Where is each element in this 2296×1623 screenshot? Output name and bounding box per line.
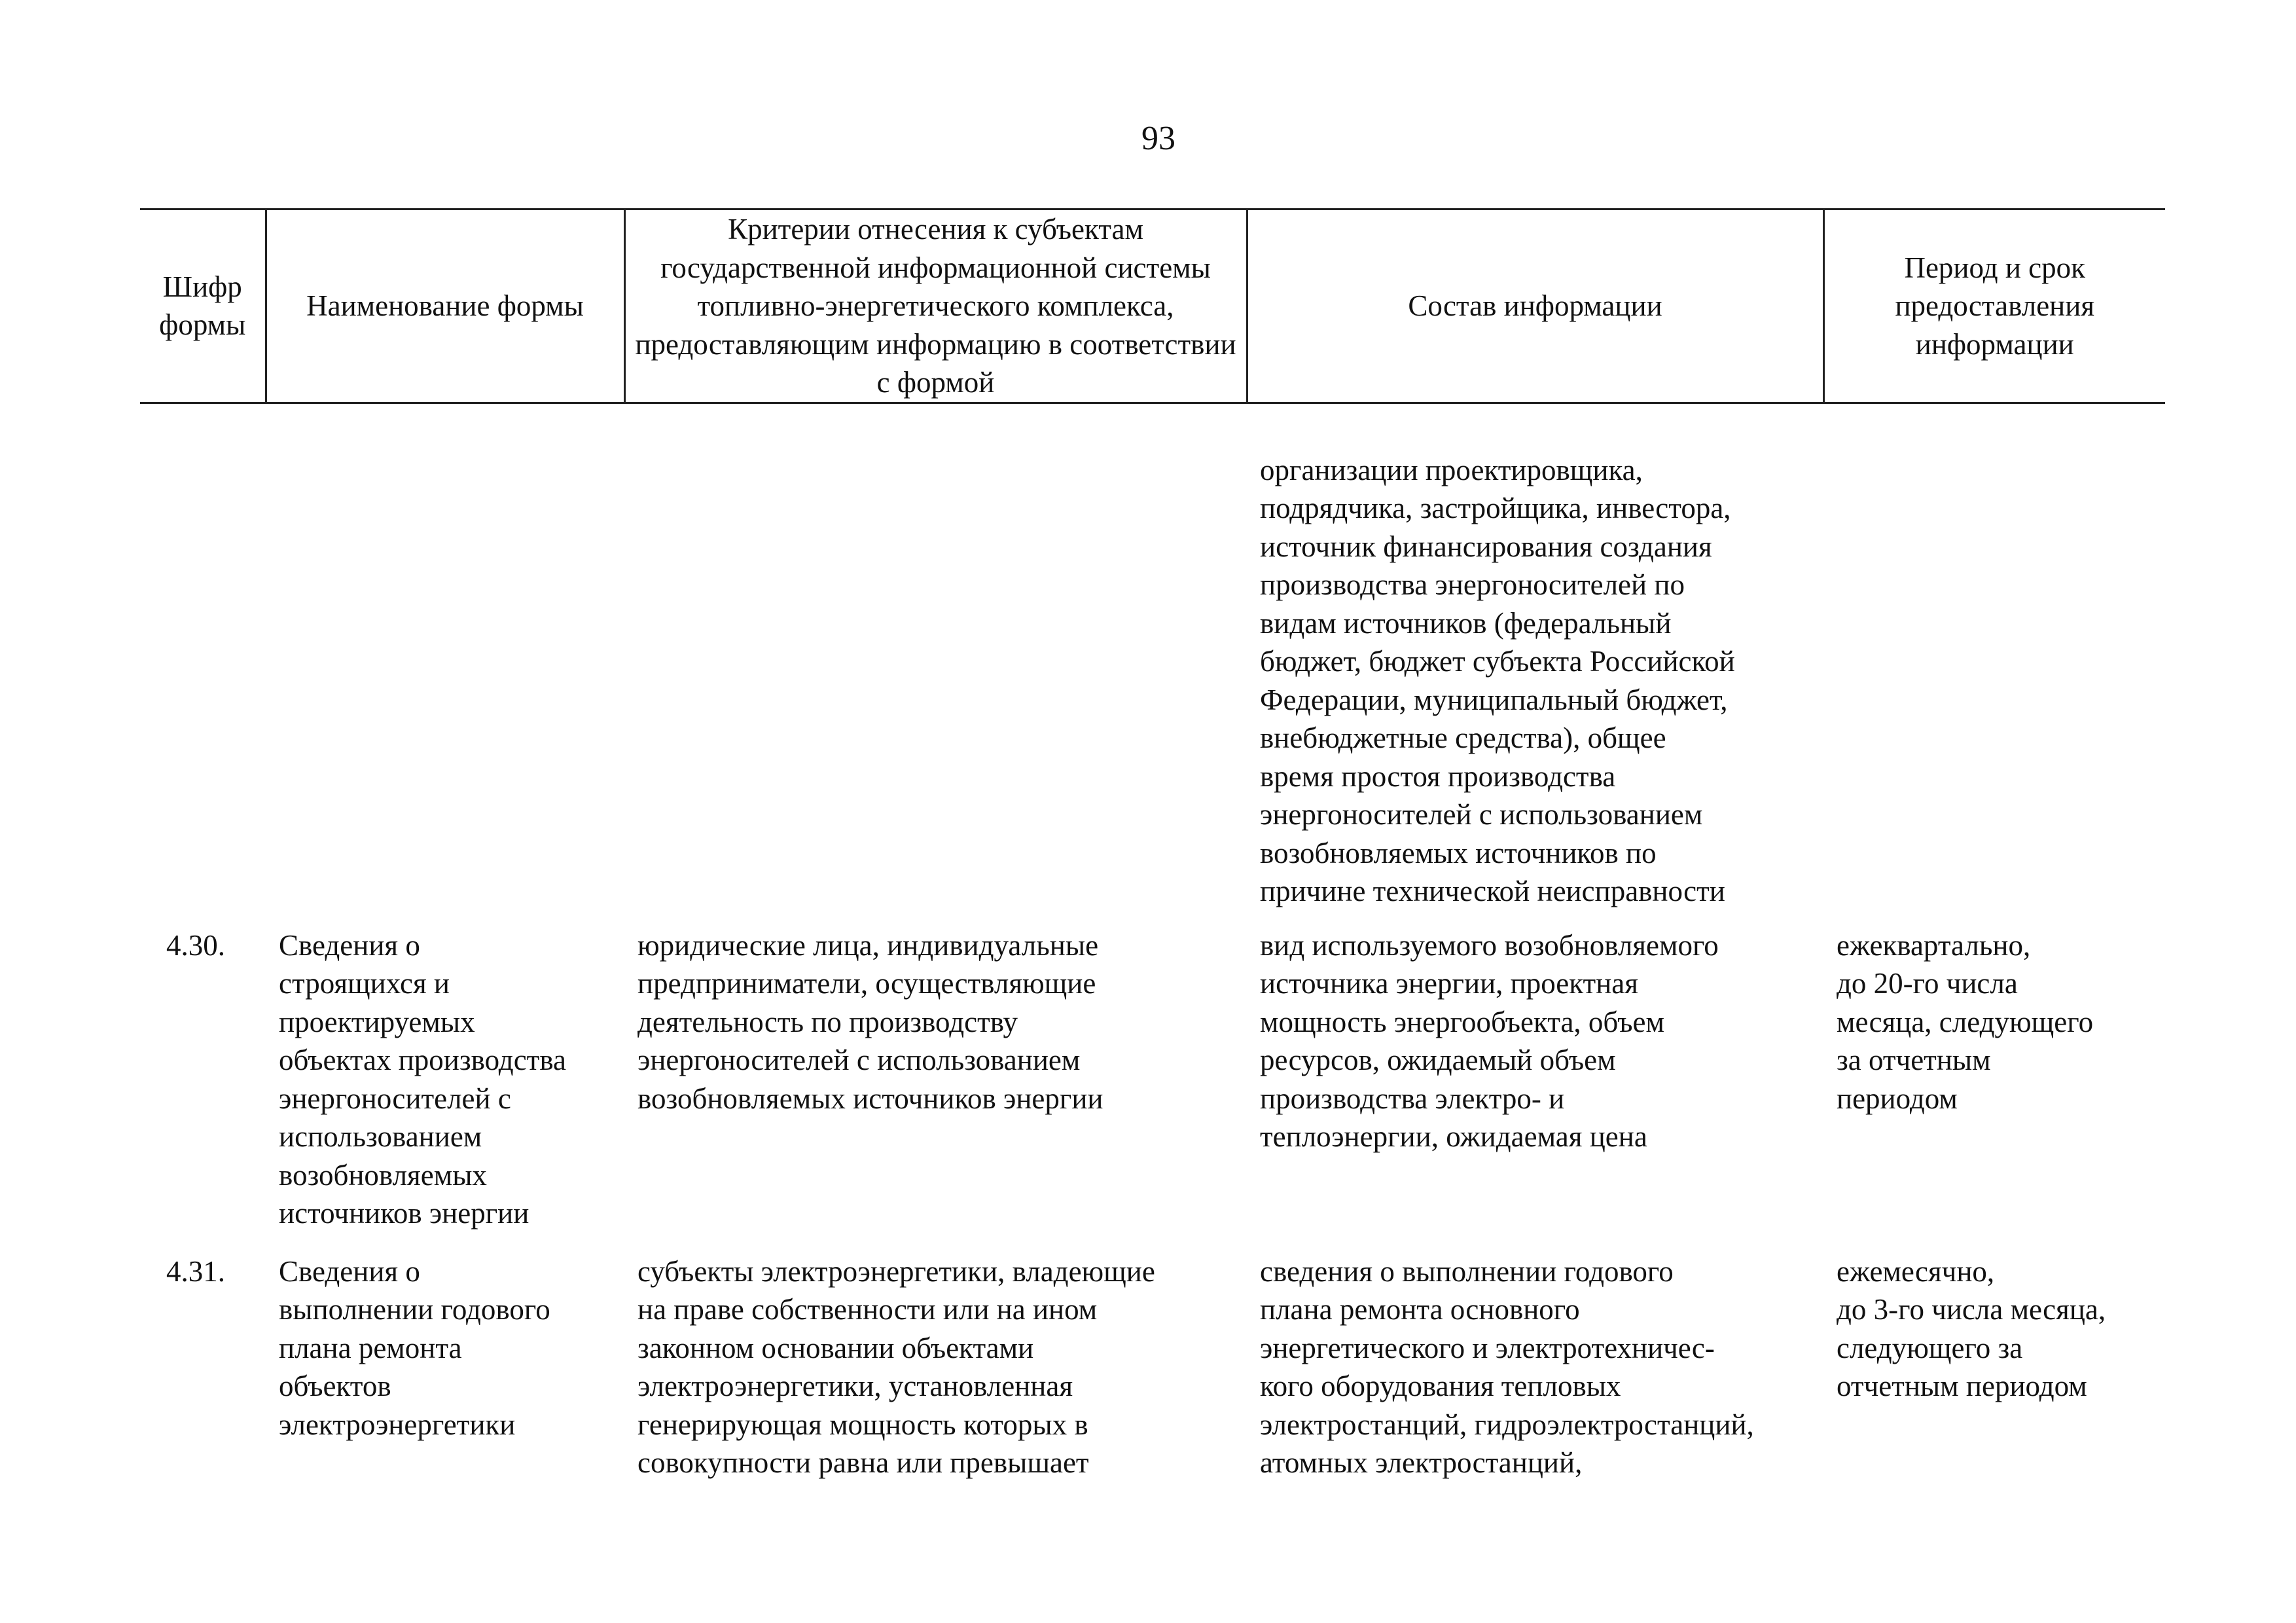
continuation-period-cell [1823, 403, 2165, 926]
row-period-cell [1823, 926, 2165, 1249]
table-body [140, 403, 2165, 1498]
row-period: ежеквартально, до 20-го числа месяца, следующего за отчетным периодом [1837, 928, 2094, 1115]
table-row-continuation [140, 403, 2165, 926]
page-number: 93 [1141, 120, 1175, 157]
row-code: 4.31. [166, 1254, 225, 1288]
continuation-info-text: организации проектировщика, подрядчика, застройщика, инвестора, источник финансирования создания производства энергоносителей по видам источников (федеральный бюджет, бюджет субъекта Российской Федерации, муниципальный бюджет, внебюджетные средства), общее время простоя производства энергоносителей с использованием возобновляемых источников по причине технической неисправности [1260, 453, 1735, 907]
row-name-cell [266, 1249, 624, 1498]
row-name: Сведения о выполнении годового плана ремонта объектов электроэнергетики [279, 1254, 550, 1441]
row-period-cell [1823, 1249, 2165, 1498]
table-row [140, 1249, 2165, 1498]
continuation-info-cell [1247, 403, 1823, 926]
row-info-cell [1247, 1249, 1823, 1498]
row-info: сведения о выполнении годового плана ремонта основного энергетического и электротехничес- кого оборудования тепловых электростанций, гидроэлектростанций, атомных электростанций, [1260, 1254, 1754, 1479]
table-row [140, 926, 2165, 1249]
header-period: Период и срок предоставления информации [1823, 210, 2165, 403]
row-info-cell [1247, 926, 1823, 1249]
row-code: 4.30. [166, 928, 225, 962]
continuation-name-cell [266, 403, 624, 926]
row-criteria: юридические лица, индивидуальные предприниматели, осуществляющие деятельность по производству энергоносителей с использованием возобновляемых источников энергии [637, 928, 1103, 1115]
continuation-code-cell [140, 403, 266, 926]
header-form-code: Шифр формы [140, 210, 266, 403]
table-header [140, 210, 2165, 403]
forms-table [140, 208, 2165, 1498]
header-info-composition: Состав информации [1247, 210, 1823, 403]
row-criteria: субъекты электроэнергетики, владеющие на праве собственности или на ином законном основании объектами электроэнергетики, установленная генерирующая мощность которых в совокупности равна или превышает [637, 1254, 1155, 1479]
row-criteria-cell [624, 926, 1247, 1249]
row-period: ежемесячно, до 3-го числа месяца, следующего за отчетным периодом [1837, 1254, 2106, 1402]
row-criteria-cell [624, 1249, 1247, 1498]
row-info: вид используемого возобновляемого источника энергии, проектная мощность энергообъекта, объем ресурсов, ожидаемый объем производства электро- и теплоэнергии, ожидаемая цена [1260, 928, 1719, 1153]
header-row [140, 210, 2165, 403]
header-criteria: Критерии отнесения к субъектам государственной информационной системы топливно-энергетического комплекса, предоставляющим информацию в соответствии с формой [624, 210, 1247, 403]
row-name-cell [266, 926, 624, 1249]
continuation-criteria-cell [624, 403, 1247, 926]
row-name: Сведения о строящихся и проектируемых объектах производства энергоносителей с использованием возобновляемых источников энергии [279, 928, 566, 1230]
header-form-name: Наименование формы [266, 210, 624, 403]
